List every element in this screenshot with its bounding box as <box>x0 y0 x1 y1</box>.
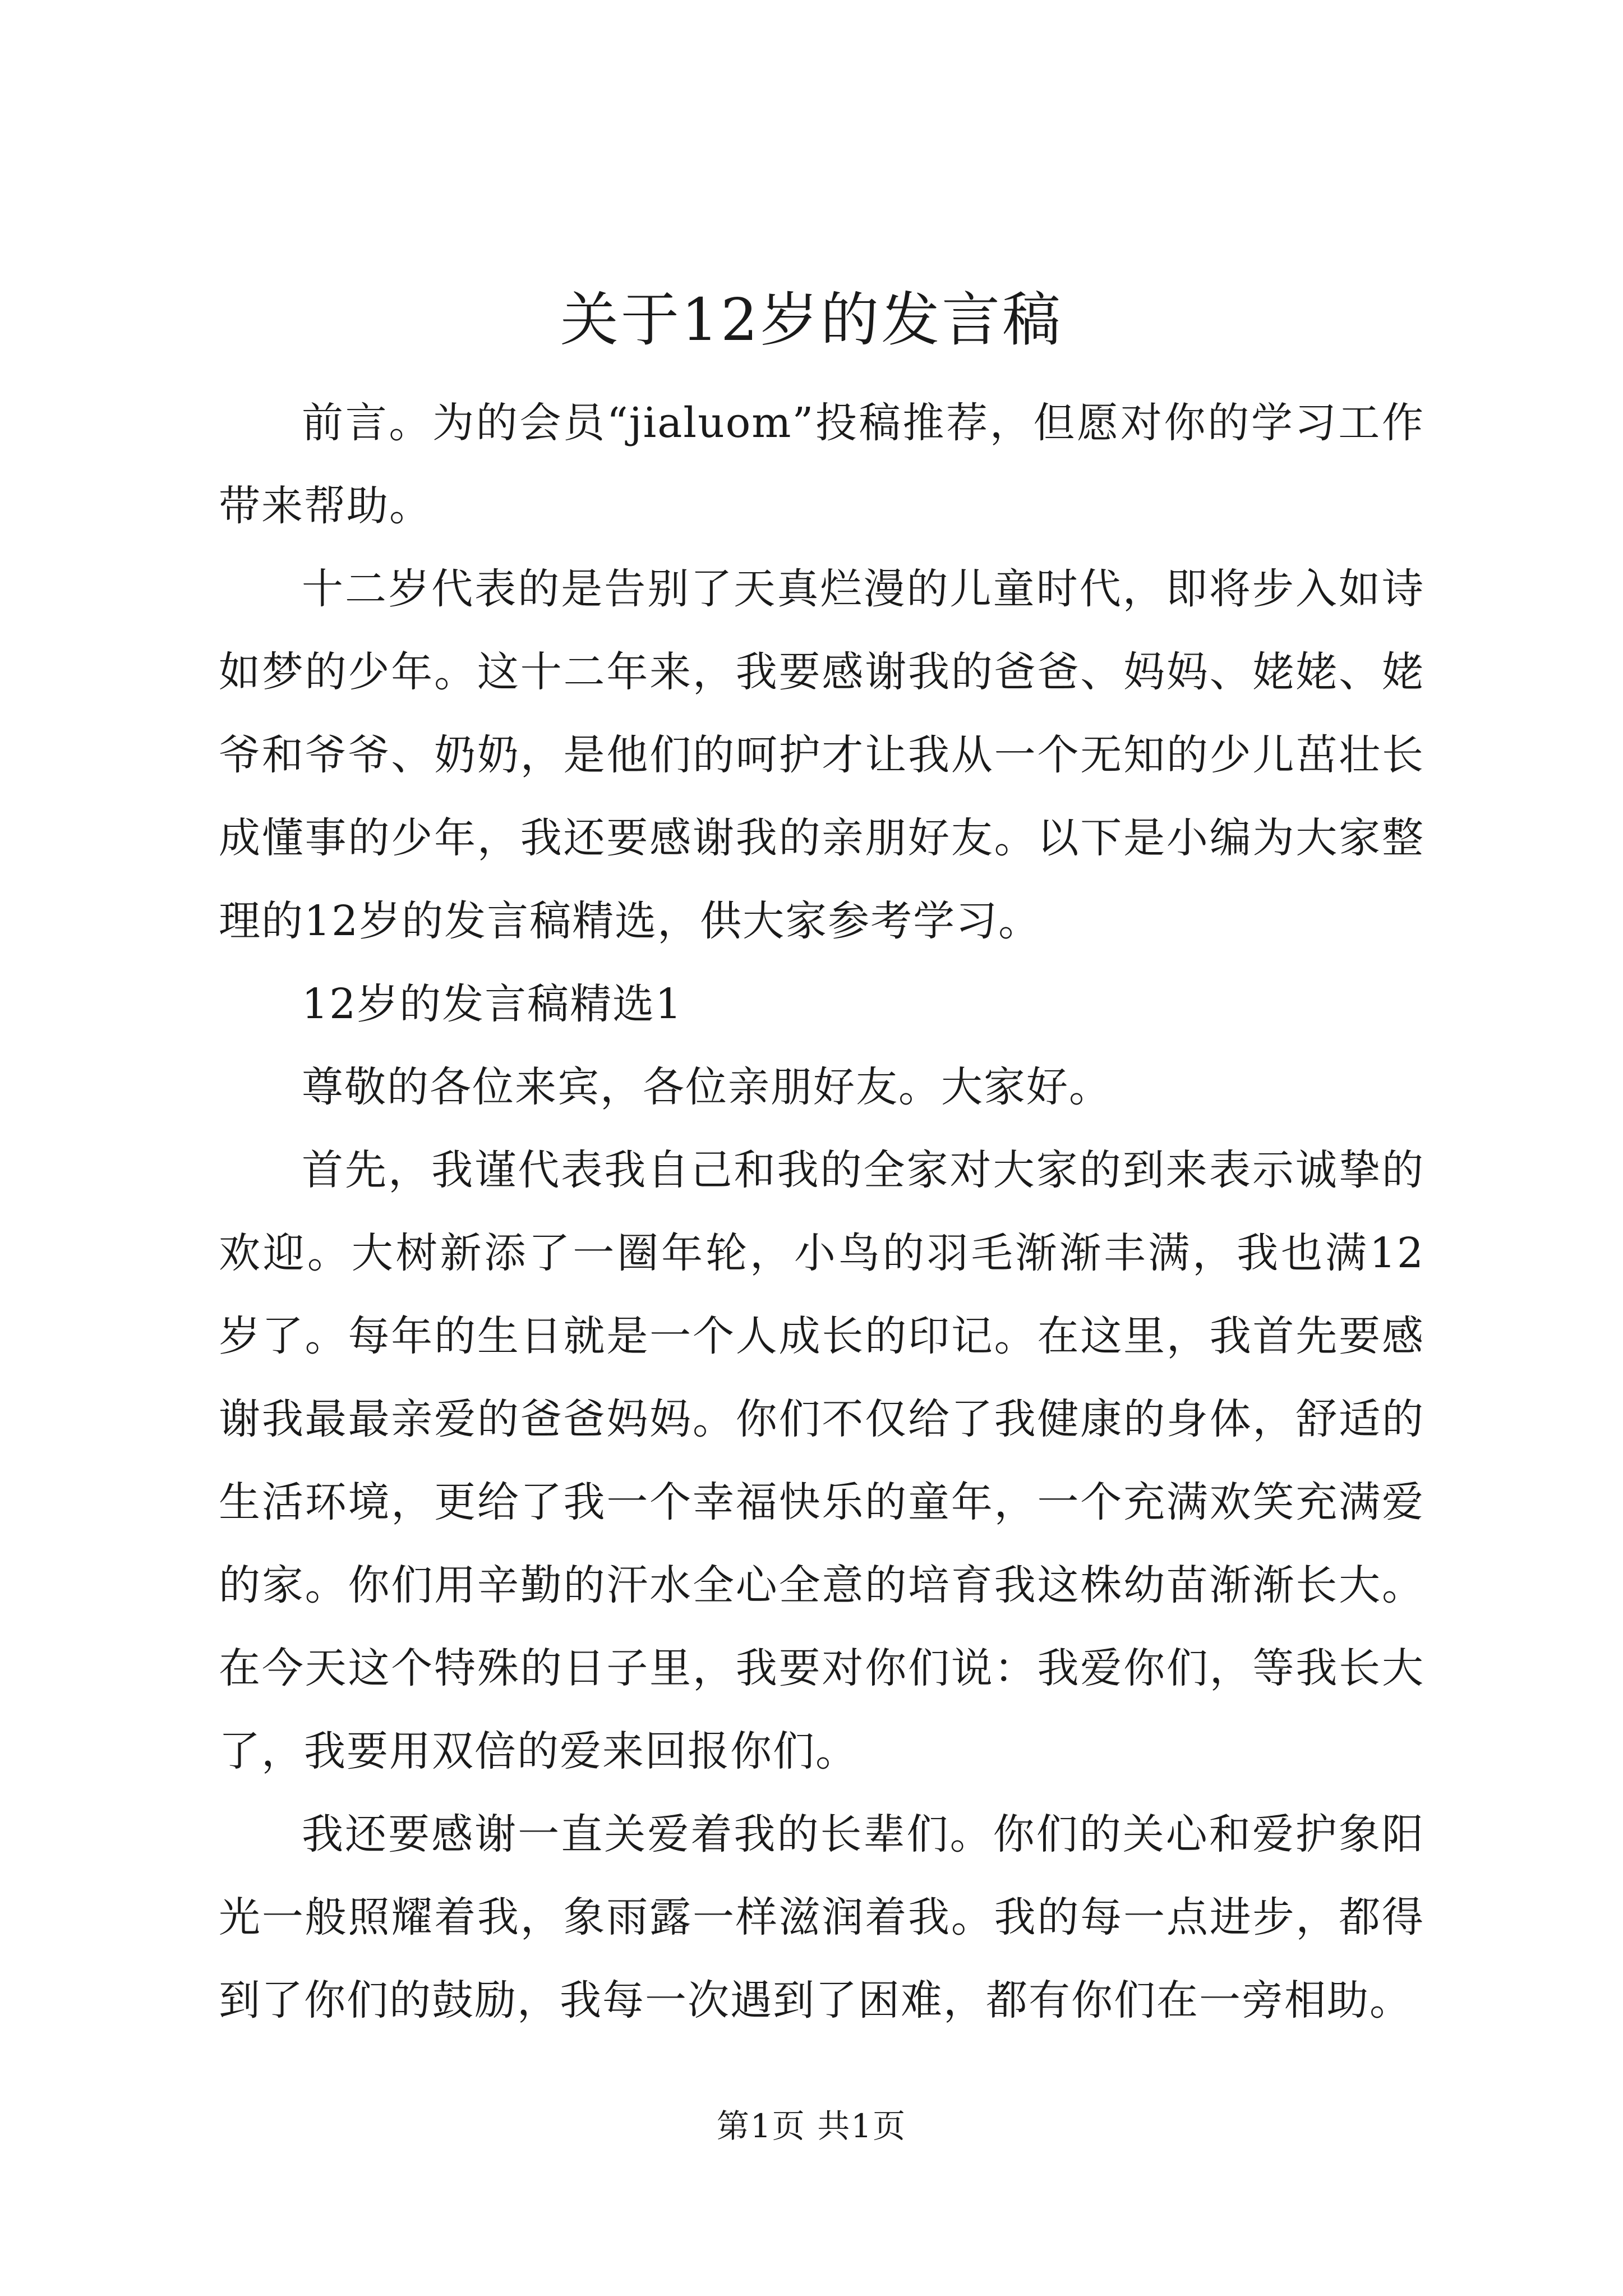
paragraph-preface: 前言。为的会员“jialuom”投稿推荐，但愿对你的学习工作带来帮助。 <box>219 399 1424 530</box>
paragraph-intro: 十二岁代表的是告别了天真烂漫的儿童时代，即将步入如诗如梦的少年。这十二年来，我要感谢我的爸爸、妈妈、姥姥、姥爷和爷爷、奶奶，是他们的呵护才让我从一个无知的少儿茁壮长成懂事的少年，我还要感谢我的亲朋好友。以下是小编为大家整理的12岁的发言稿精选，供大家参考学习。 <box>219 565 1424 945</box>
section-heading: 12岁的发言稿精选1 <box>302 980 683 1028</box>
paragraph-thanks-elders: 我还要感谢一直关爱着我的长辈们。你们的关心和爱护象阳光一般照耀着我，象雨露一样滋润着我。我的每一点进步，都得到了你们的鼓励，我每一次遇到了困难，都有你们在一旁相助。 <box>219 1810 1424 2024</box>
document-title: 关于12岁的发言稿 <box>560 286 1063 354</box>
paragraph-greeting: 尊敬的各位来宾，各位亲朋好友。大家好。 <box>302 1063 1112 1111</box>
paragraph-thanks-parents: 首先，我谨代表我自己和我的全家对大家的到来表示诚挚的欢迎。大树新添了一圈年轮，小鸟的羽毛渐渐丰满，我也满12岁了。每年的生日就是一个人成长的印记。在这里，我首先要感谢我最最亲爱的爸爸妈妈。你们不仅给了我健康的身体，舒适的生活环境，更给了我一个幸福快乐的童年，一个充满欢笑充满爱的家。你们用辛勤的汗水全心全意的培育我这株幼苗渐渐长大。在今天这个特殊的日子里，我要对你们说：我爱你们，等我长大了，我要用双倍的爱来回报你们。 <box>219 1146 1424 1775</box>
page-footer: 第1页 共1页 <box>716 2107 907 2145</box>
document-body <box>219 381 1424 2042</box>
